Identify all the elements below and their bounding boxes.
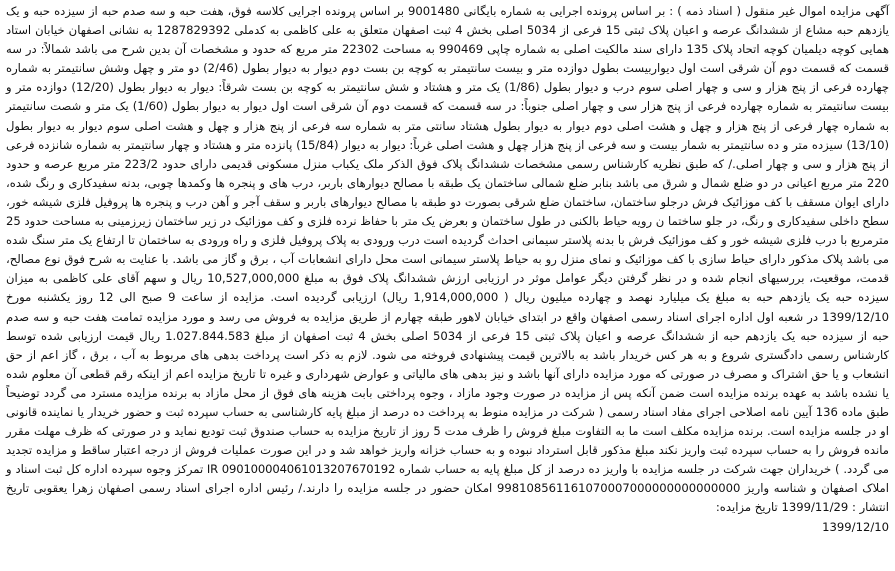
auction-date: 1399/12/10	[822, 519, 889, 534]
auction-notice-body: آگهی مزایده اموال غیر منقول ( اسناد ذمه ) : بر اساس پرونده اجرایی به شماره بایگانی 9001480 بر اساس پرونده اجرایی کلاسه فوق، هفت حبه و سه صدم حبه از سیزده حبه و یک یازدهم حبه مشاع از ششدانگ عرصه و اعیان پلاک ثبتی 15 فرعی از 5034 اصلی بخش 4 ثبت اصفهان متعلق به علی کاظمی به کدملی 1287829392 به نشانی اصفهان خیابان استاد همایی کوچه دیلمیان کوچه اتحاد پلاک 135 دارای سند مالکیت اصلی به شماره چاپی 990469 به مساحت 22302 متر مربع که حدود و مشخصات آن بدین شرح می باشد شمالاً: در سه قسمت که قسمت دوم آن شرقی است اول دیواربیست بطول دوازده متر و بیست سانتیمتر به کوچه بن بست دوم دیوار به دیوار بطول (2/46) دو متر و چهل وشش سانتیمتر به شماره چهارده فرعی از پنج هزار و سی و چهار اصلی سوم درب و دیوار بطول (1/86) یک متر و هشتاد و شش سانتیمتر به کوچه بن بست شرقاً: دیوار به دیوار بطول (12/20) دوازده متر و بیست سانتیمتر به شماره چهارده فرعی از پنج هزار سی و چهار اصلی جنوباً: در سه قسمت که قسمت دوم آن شرقی است اول دیوار به دیوار بطول (1/60) یک متر و شصت سانتیمتر به شماره چهار فرعی از پنج هزار و چهل و هشت اصلی دوم دیوار به دیوار بطول هشتاد سانتی متر به شماره سه فرعی از پنج هزار و چهل و هشت اصلی سوم دیوار به دیوار بطول (13/10) سیزده متر و ده سانتیمتر به شمار بیست و سه فرعی از پنج هزار چهل و هشت اصلی غرباً: دیوار به دیوار (15/84) پانزده متر و هشتاد و چهار سانتیمتر به شماره شانزده فرعی از پنج هزار و سی و چهار اصلی./ که طبق نظریه کارشناس رسمی مشخصات ششدانگ پلاک فوق الذکر ملک یکباب منزل مسکونی قدیمی دارای حدود 223/2 متر مربع عرصه و حدود 220 متر مربع اعیانی در دو ضلع شمال و شرق می باشد بنابر ضلع شمالی ساختمان یک طبقه با مصالح دیوارهای باربر، درب های و پنجره ها وکمدها چوبی، بدنه سفیدکاری و رنگ شده، دارای ایوان مسقف با کف موزائیک فرش درجلو ساختمان، ساختمان ضلع شرقی بصورت دو طبقه با مصالح دیوارهای باربر و سقف آجر و آهن درب و پنجره ها پروفیل فلزی شیشه خور، سطح داخلی سفیدکاری و رنگ، در جلو ساختما ن رویه حیاط بالکنی در طول ساختمان و بعرض یک متر با حفاظ نرده فلزی و کف موزائیک در زیر ساختمان زیرزمینی به مساحت حدود 25 مترمربع با درب فلزی شیشه خور و کف موزائیک فرش با بدنه پلاستر سیمانی احداث گردیده است درب ورودی به پلاک پروفیل فلزی و راه ورودی به ساختمان تا ارتفاع یک متر سنگ شده می باشد پلاک مذکور دارای حیاط سازی با کف موزائیک و نمای منزل رو به حیاط پلاستر سیمانی است محل دارای انشعابات آب ، برق و گاز می باشد. با عنایت به شرح فوق نوع مصالح، قدمت، موقعیت، بررسیهای انجام شده و در نظر گرفتن دیگر عوامل موثر در ارزیابی ارزش ششدانگ پلاک فوق به مبلغ 10,527,000,000 ریال و سهم آقای علی کاظمی به میزان سیزده حبه یک یازدهم حبه به مبلغ یک میلیارد نهصد و چهارده میلیون ریال ( 1,914,000,000 ریال) ارزیابی گردیده است. مزایده از ساعت 9 صبح الی 12 روز یکشنبه مورخ 1399/12/10 در شعبه اول اداره اجرای اسناد رسمی اصفهان واقع در ابتدای خیابان لاهور طبقه چهارم از طریق مزایده به فروش می رسد و مورد مزایده تمامت هفت حبه و سه صدم حبه از سیزده حبه یک یازدهم حبه از ششدانگ عرصه و اعیان پلاک ثبتی 15 فرعی از 5034 اصلی بخش 4 ثبت اصفهان از مبلغ 1.027.844.583 ریال قیمت ارزیابی شده توسط کارشناس رسمی دادگستری شروع و به هر کس خریدار باشد به بالاترین قیمت پیشنهادی فروخته می شود. لازم به ذکر است پرداخت بدهی های مربوط به آب ، برق ، گاز اعم از حق انشعاب و یا حق اشتراک و مصرف در صورتی که مورد مزایده دارای آنها باشد و نیز بدهی های مالیاتی و عوارض شهرداری و غیره تا تاریخ مزایده اعم از اینکه رقم قطعی آن معلوم شده یا نشده باشد به عهده برنده مزایده است ضمن آنکه پس از مزایده در صورت وجود مازاد ، وجوه پرداختی بابت هزینه های فوق از محل مازاد به برنده مزایده مسترد می گردد توضیحاً طبق ماده 136 آیین نامه اصلاحی اجرای مفاد اسناد رسمی ( شرکت در مزایده منوط به پرداخت ده درصد از مبلغ پایه کارشناسی به حساب سپرده ثبت و حضور خریدار یا نماینده قانونی او در جلسه مزایده است. برنده مزایده مکلف است ما به التفاوت مبلغ فروش را ظرف مدت 5 روز از تاریخ مزایده به حساب صندوق ثبت تودیع نماید و در صورتی که ظرف مهلت مقرر مانده فروش را به حساب سپرده ثبت واریز نکند مبلغ مذکور قابل استرداد نبوده و به حساب خزانه واریز خواهد شد و در این صورت عملیات فروش از درجه اعتبار ساقط و مزایده تجدید می گردد. ) خریداران جهت شرکت در جلسه مزایده با واریز ده درصد از کل مبلغ پایه به حساب شماره IR 090100004061013207670192 تمرکز وجوه سپرده اداره کل ثبت اسناد و املاک اصفهان و شناسه واریز 998108561161070007000000000000000 امکان حضور در جلسه مزایده را دارند./ رئیس اداره اجرای اسناد رسمی اصفهان زهرا یعقوبی تاریخ انتشار : 1399/11/29 تاریخ مزایده:	[6, 4, 889, 515]
